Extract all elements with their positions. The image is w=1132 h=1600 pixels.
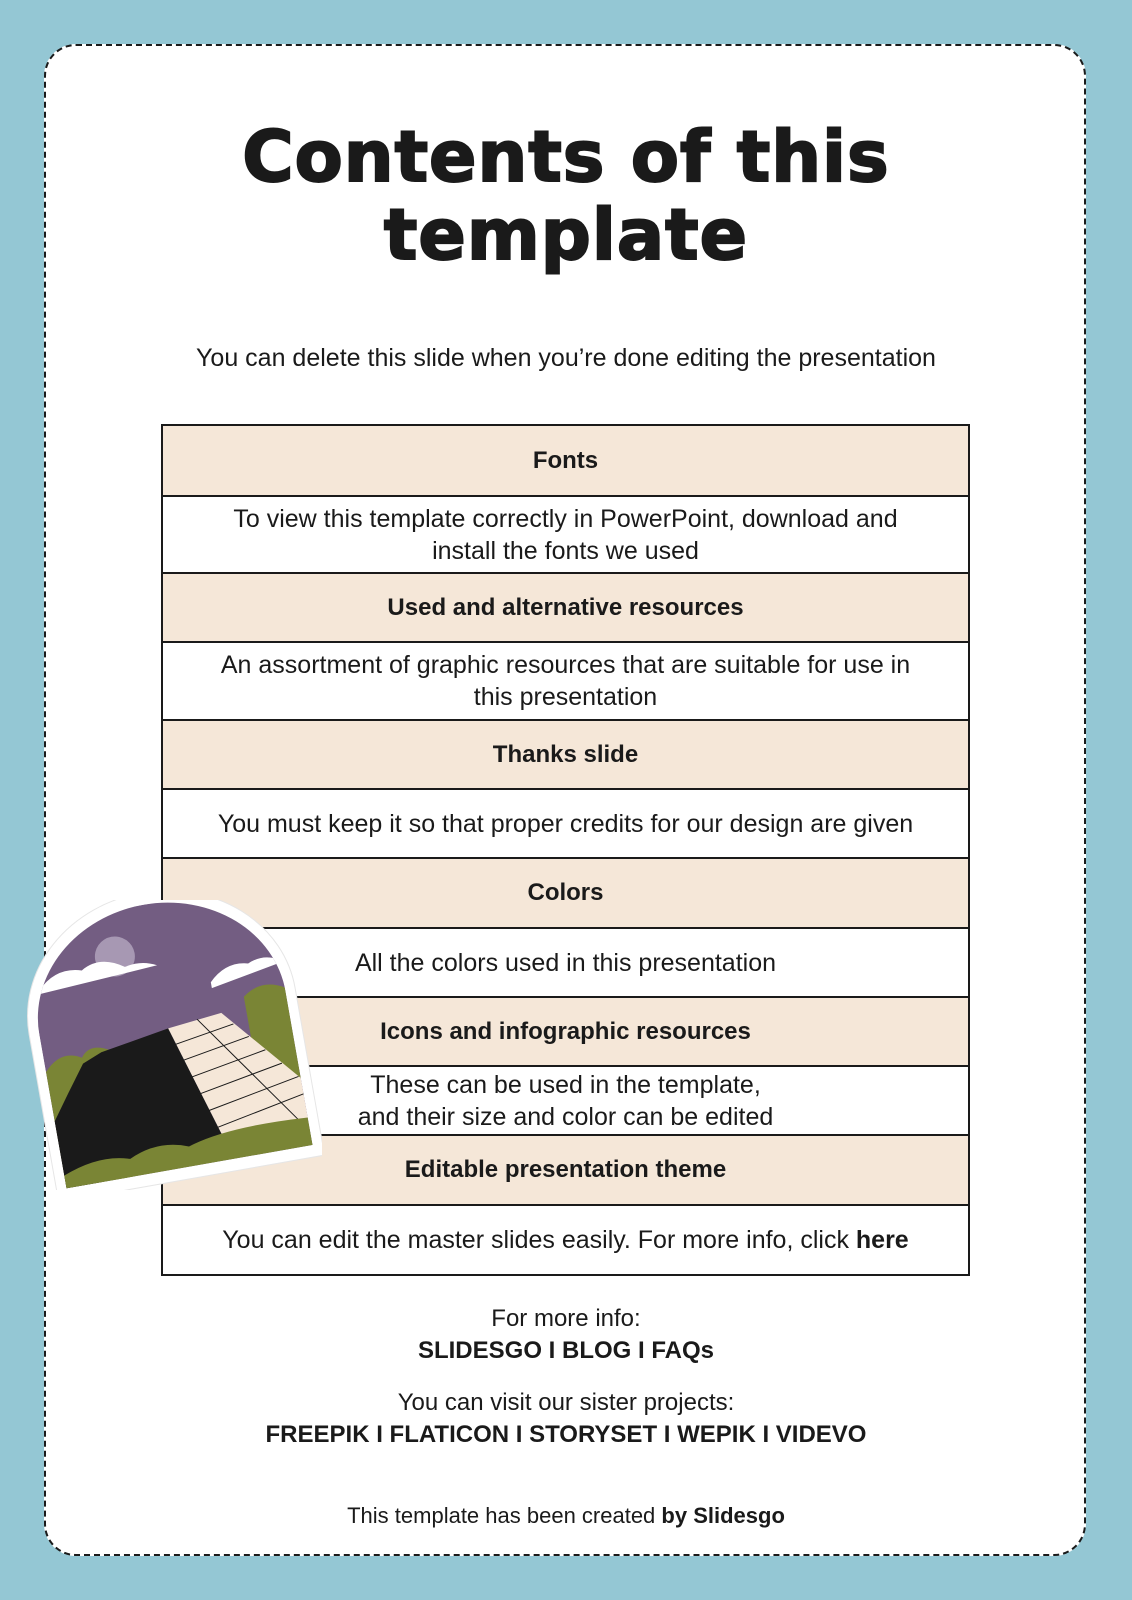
more-info-links[interactable]: SLIDESGO I BLOG I FAQs	[417, 1337, 715, 1364]
sister-projects-label: You can visit our sister projects:	[397, 1389, 735, 1416]
row-heading: Thanks slide	[492, 740, 639, 768]
more-info-section	[0, 1303, 1132, 1367]
sister-projects-section	[0, 1387, 1132, 1451]
table-row-thanks-header	[163, 721, 968, 790]
row-heading: Colors	[527, 879, 604, 906]
row-text: An assortment of graphic resources that are suitable for use in	[220, 651, 911, 679]
pyramid-sticker-illustration	[22, 900, 322, 1190]
row-heading: Editable presentation theme	[404, 1156, 727, 1183]
row-text: These can be used in the template,	[370, 1070, 761, 1099]
row-text: this presentation	[473, 683, 658, 711]
row-text: All the colors used in this presentation	[354, 948, 777, 977]
row-text: You must keep it so that proper credits for our design are given	[217, 809, 914, 838]
page-title	[0, 118, 1132, 274]
row-heading: Fonts	[532, 446, 599, 474]
table-row-resources-header	[163, 574, 968, 643]
row-heading: Icons and infographic resources	[380, 1017, 751, 1045]
row-heading: Used and alternative resources	[387, 593, 744, 621]
more-info-label: For more info:	[491, 1305, 641, 1332]
table-row-thanks-body	[163, 790, 968, 859]
credit-line	[0, 1500, 1132, 1532]
here-link[interactable]: here	[855, 1226, 909, 1254]
row-text: install the fonts we used	[432, 536, 699, 565]
table-row-theme-body	[163, 1206, 968, 1274]
title-line-1: Contents of this	[242, 116, 890, 198]
row-text: and their size and color can be edited	[357, 1102, 774, 1131]
table-row-resources-body	[163, 643, 968, 721]
table-row-fonts-body	[163, 497, 968, 574]
row-text: To view this template correctly in PowerPoint, download and	[233, 504, 898, 533]
credit-text: This template has been created	[347, 1503, 662, 1528]
credit-brand: by Slidesgo	[661, 1503, 785, 1528]
table-row-fonts-header	[163, 426, 968, 497]
row-text: You can edit the master slides easily. For more info, click	[222, 1226, 856, 1254]
page-subtitle: You can delete this slide when you’re done editing the presentation	[196, 344, 936, 372]
sister-projects-links[interactable]: FREEPIK I FLATICON I STORYSET I WEPIK I VIDEVO	[265, 1421, 867, 1448]
title-line-2: template	[383, 194, 749, 276]
